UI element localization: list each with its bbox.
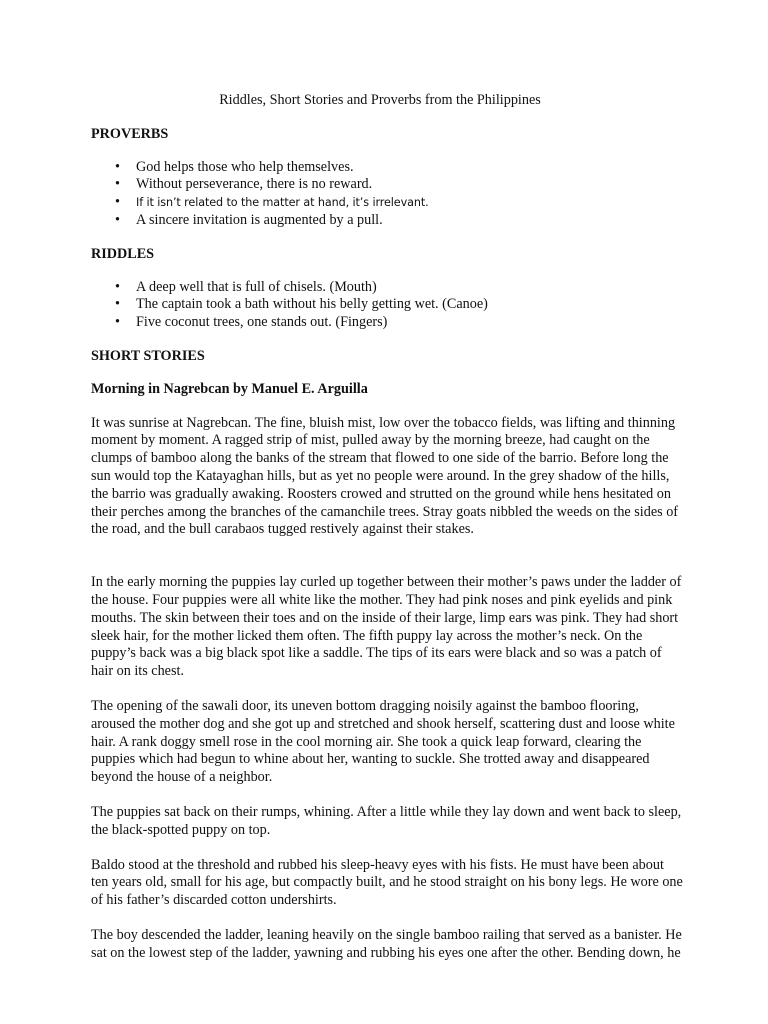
- bullet-icon: •: [115, 296, 120, 313]
- story-paragraph: The opening of the sawali door, its uneven bottom dragging noisily against the bamboo flooring, aroused the mother dog and she got up and stretched and shook herself, scattering dust and loose white hair. A rank doggy smell rose in the cool morning air. She took a quick leap forward, clearing the puppies which had begun to whine about her, wanting to suckle. She trotted away and disappeared beyond the house of a neighbor.: [91, 697, 675, 786]
- list-item: [91, 296, 683, 314]
- proverb-text: A sincere invitation is augmented by a pull.: [136, 211, 383, 228]
- list-item: [91, 279, 683, 297]
- riddle-text: The captain took a bath without his belly getting wet. (Canoe): [136, 296, 488, 313]
- story-paragraph: The puppies sat back on their rumps, whining. After a little while they lay down and went back to sleep, the black-spotted puppy on top.: [91, 803, 682, 838]
- riddle-text: Five coconut trees, one stands out. (Fingers): [136, 314, 388, 331]
- proverbs-list: [91, 159, 683, 230]
- list-item: [91, 212, 683, 230]
- story-paragraph: In the early morning the puppies lay curled up together between their mother’s paws under the ladder of the house. Four puppies were all white like the mother. They had pink noses and pink eyelids and pink mouths. The skin between their toes and on the inside of their large, limp ears was pink. They had short sleek hair, for the mother licked them often. The fifth puppy lay across the mother’s neck. On the puppy’s back was a big black spot like a saddle. The tips of its ears were black and so was a patch of hair on its chest.: [91, 574, 682, 680]
- list-item: [91, 314, 683, 332]
- bullet-icon: •: [115, 158, 120, 175]
- story-paragraph: It was sunrise at Nagrebcan. The fine, bluish mist, low over the tobacco fields, was lifting and thinning moment by moment. A ragged strip of mist, pulled away by the morning breeze, had caught on the clumps of bamboo along the banks of the stream that flowed to one side of the barrio. Before long the sun would top the Katayaghan hills, but as yet no people were around. In the grey shadow of the hills, the barrio was gradually awaking. Roosters crowed and strutted on the ground while hens hesitated on their perches among the branches of the camanchile trees. Stray goats nibbled the weeds on the sides of the road, and the bull carabaos tugged restively against their stakes.: [91, 414, 679, 538]
- proverb-text: If it isn’t related to the matter at hand, it’s irrelevant.: [136, 196, 429, 210]
- bullet-icon: •: [115, 278, 120, 295]
- proverb-text: God helps those who help themselves.: [136, 158, 354, 175]
- document-title: Riddles, Short Stories and Proverbs from the Philippines: [219, 92, 541, 108]
- short-stories-heading: SHORT STORIES: [91, 347, 205, 364]
- list-item: [91, 176, 683, 194]
- document-content: [91, 92, 683, 979]
- story-paragraph: The boy descended the ladder, leaning heavily on the single bamboo railing that served as a banister. He sat on the lowest step of the ladder, yawning and rubbing his eyes one after the other. Bending down, he: [91, 926, 682, 961]
- bullet-icon: •: [115, 211, 120, 228]
- riddles-list: [91, 279, 683, 332]
- bullet-icon: •: [115, 314, 120, 331]
- list-item: [91, 159, 683, 177]
- bullet-icon: •: [115, 176, 120, 193]
- story-title: Morning in Nagrebcan by Manuel E. Arguilla: [91, 380, 368, 397]
- riddle-text: A deep well that is full of chisels. (Mouth): [136, 278, 377, 295]
- proverbs-heading: PROVERBS: [91, 125, 169, 142]
- bullet-icon: •: [115, 194, 120, 211]
- riddles-heading: RIDDLES: [91, 245, 155, 262]
- story-paragraph: Baldo stood at the threshold and rubbed his sleep-heavy eyes with his fists. He must have been about ten years old, small for his age, but compactly built, and he stood straight on his bony legs. He wore one of his father’s discarded cotton undershirts.: [91, 856, 683, 909]
- list-item: [91, 194, 683, 212]
- proverb-text: Without perseverance, there is no reward.: [136, 176, 373, 193]
